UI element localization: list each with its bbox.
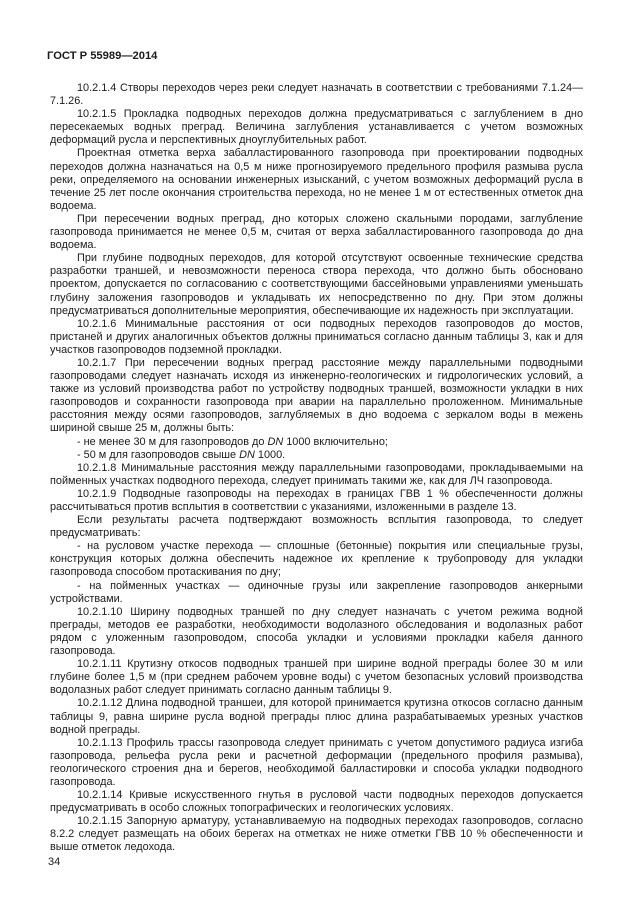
page-number: 34 xyxy=(48,856,61,868)
paragraph: Проектная отметка верха забалластированного газопровода при проектировании подводных переходов должна назначаться на 0,5 м ниже прогнозируемого предельного профиля размыва русла реки, определяемого на основании инженерных изысканий, с учетом возможных деформаций русла в течение 25 лет после окончания строительства перехода, но не менее 1 м от естественных отметок дна водоема. xyxy=(50,147,583,212)
paragraph-10-2-1-8: 10.2.1.8 Минимальные расстояния между параллельными газопроводами, прокладываемыми на пойменных участках подводного перехода, следует принимать такими же, как для ЛЧ газопровода. xyxy=(50,461,583,487)
page-header: ГОСТ Р 55989—2014 xyxy=(47,50,158,62)
list-item: - не менее 30 м для газопроводов до DN 1000 включительно; xyxy=(77,435,388,448)
paragraph: При пересечении водных преград, дно которых сложено скальными породами, заглубление газопровода принимается не менее 0,5 м, считая от верха забалластированного газопровода до дна водоема. xyxy=(50,212,583,252)
paragraph: При глубине подводных переходов, для которой отсутствуют освоенные технические средства разработки траншей, и невозможности переноса створа перехода, что должно быть обосновано проектом, допускается по согласованию с соответствующими бассейновыми управлениями уменьшать глубину заложения газопроводов и укладывать их непосредственно по дну. При этом должны предусматриваться дополнительные мероприятия, обеспечивающие их надежность при эксплуатации. xyxy=(50,252,583,317)
paragraph-10-2-1-12: 10.2.1.12 Длина подводной траншеи, для которой принимается крутизна откосов согласно данным таблицы 9, равна ширине русла водной преграды плюс длина разрабатываемых урезных участков водной преграды. xyxy=(50,697,583,736)
paragraph-10-2-1-4: 10.2.1.4 Створы переходов через реки следует назначать в соответствии с требованиями 7.1.24—7.1.26. xyxy=(50,82,583,108)
paragraph-10-2-1-11: 10.2.1.11 Крутизну откосов подводных траншей при ширине водной преграды более 30 м или глубине более 1,5 м (при среднем рабочем уровне воды) с учетом безопасных условий производства водолазных работ следует принимать согласно данным таблицы 9. xyxy=(50,658,583,697)
paragraph-10-2-1-7: 10.2.1.7 При пересечении водных преград расстояние между параллельными подводными газопроводами следует назначать исходя из инженерно-геологических и гидрологических условий, а также из условий производства работ по устройству подводных траншей, возможности укладки в них газопроводов и сохранности газопровода при аварии на параллельно проложенном. Минимальные расстояния между осями газопроводов, заглубляемых в дно водоема с зеркалом воды в межень шириной свыше 25 м, должны быть: xyxy=(50,356,583,435)
list-item: - 50 м для газопроводов свыше DN 1000. xyxy=(77,448,286,461)
paragraph-10-2-1-15: 10.2.1.15 Запорную арматуру, устанавливаемую на подводных переходах газопроводов, согласно 8.2.2 следует размещать на обоих берегах на отметках не ниже отметки ГВВ 10 % обеспеченности и выше отметок ледохода. xyxy=(50,815,583,854)
paragraph: Если результаты расчета подтверждают возможность всплытия газопровода, то следует предусматривать: xyxy=(50,514,583,540)
paragraph-10-2-1-5: 10.2.1.5 Прокладка подводных переходов должна предусматриваться с заглублением в дно пересекаемых водных преград. Величина заглубления устанавливается с учетом возможных деформаций русла и перспективных дноуглубительных работ. xyxy=(50,108,583,147)
paragraph-10-2-1-10: 10.2.1.10 Ширину подводных траншей по дну следует назначать с учетом режима водной преграды, методов ее разработки, необходимости водолазного обследования и водолазных работ рядом с уложенным газопроводом, способа укладки и условиями прокладки кабеля данного газопровода. xyxy=(50,605,583,658)
list-item: - на пойменных участках — одиночные грузы или закрепление газопроводов анкерными устройствами. xyxy=(50,579,583,605)
paragraph-10-2-1-14: 10.2.1.14 Кривые искусственного гнутья в русловой части подводных переходов допускается предусматривать в особо сложных топографических и геологических условиях. xyxy=(50,789,583,815)
document-body xyxy=(50,82,583,855)
paragraph-10-2-1-6: 10.2.1.6 Минимальные расстояния от оси подводных переходов газопроводов до мостов, пристаней и других аналогичных объектов должны приниматься согласно данным таблицы 3, как и для участков газопроводов подземной прокладки. xyxy=(50,317,583,356)
paragraph-10-2-1-13: 10.2.1.13 Профиль трассы газопровода следует принимать с учетом допустимого радиуса изгиба газопровода, рельефа русла реки и расчетной деформации (предельного профиля размыва), геологического строения дна и берегов, необходимой балластировки и способа укладки подводного газопровода. xyxy=(50,736,583,788)
paragraph-10-2-1-9: 10.2.1.9 Подводные газопроводы на переходах в границах ГВВ 1 % обеспеченности должны рассчитываться против всплытия в соответствии с указаниями, изложенными в разделе 13. xyxy=(50,487,583,513)
list-item: - на русловом участке перехода — сплошные (бетонные) покрытия или специальные грузы, конструкция которых должна обеспечить надежное их крепление к трубопроводу для укладки газопровода способом протаскивания по дну; xyxy=(50,540,583,579)
